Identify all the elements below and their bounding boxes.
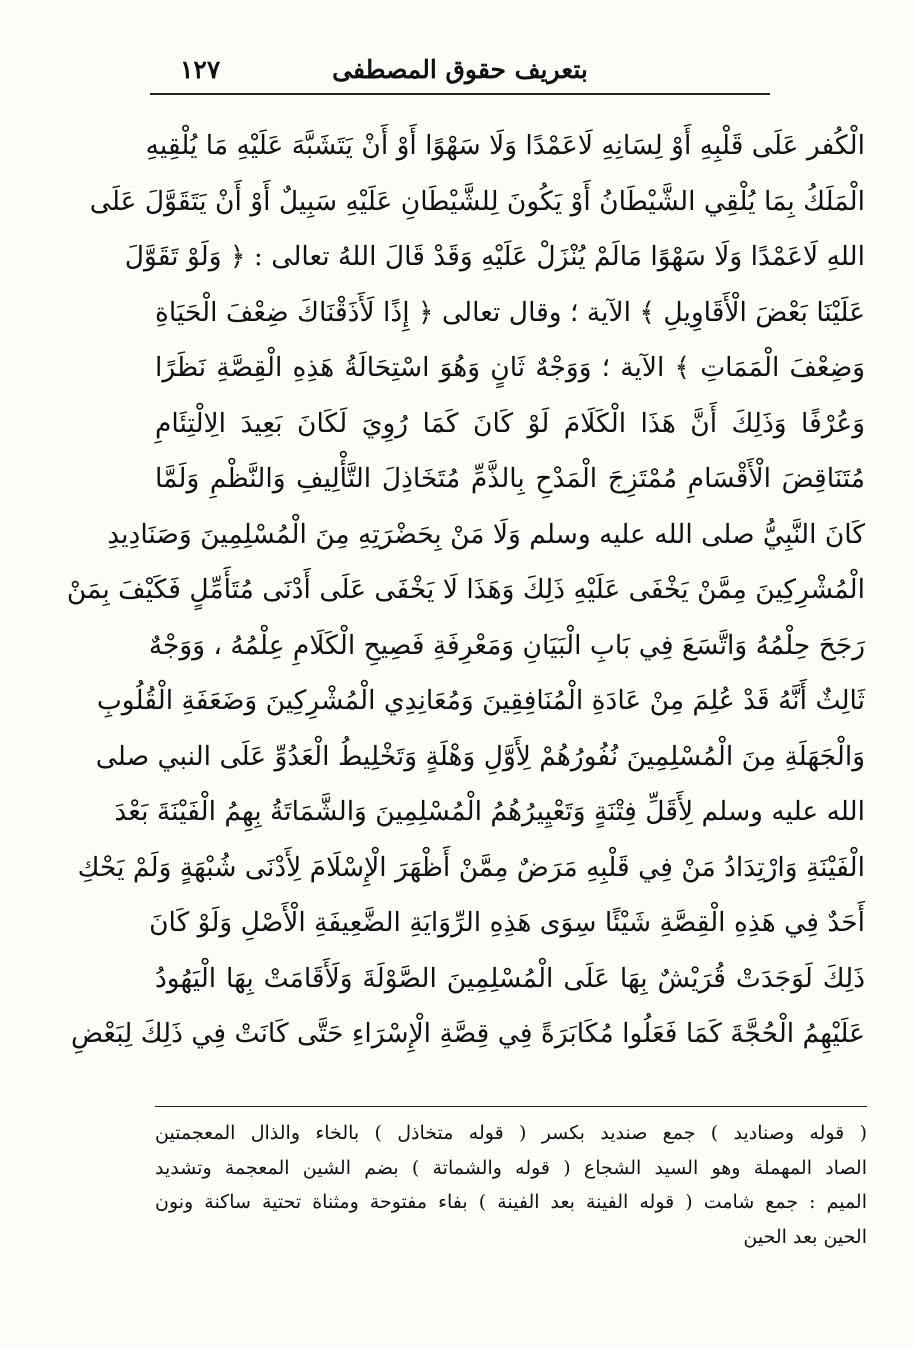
footnote-line: الصاد المهملة وهو السيد الشجاع ( قوله والشماتة ) بضم الشين المعجمة وتشديد bbox=[155, 1156, 867, 1179]
text-line: أَحَدٌ فِي هَذِهِ الْقِصَّةِ شَيْئًا سِوَى هَذِهِ الرِّوَايَةِ الضَّعِيفَةِ الْأَصْلِ وَلَوْ كَانَ bbox=[149, 907, 865, 938]
page-header bbox=[150, 55, 770, 93]
text-line: وَضِعْفَ الْمَمَاتِ ﴾ الآية ؛ وَوَجْهٌ ثَانٍ وَهُوَ اسْتِحَالَةُ هَذِهِ الْقِصَّةِ نَظَرًا bbox=[155, 352, 865, 383]
page-number: ١٢٧ bbox=[180, 55, 221, 84]
text-line: عَلَيْنَا بَعْضَ الْأَقَاوِيلِ ﴾ الآية ؛ وقال تعالى ﴿ إِذًا لَأَذَقْنَاكَ ضِعْفَ الْحَيَاةِ bbox=[155, 296, 865, 328]
main-text bbox=[66, 118, 865, 1062]
text-line: كَانَ النَّبِيُّ صلى الله عليه وسلم وَلَا مَنْ بِحَضْرَتِهِ مِنَ الْمُسْلِمِينَ وَصَنَادِيدِ bbox=[107, 518, 865, 550]
text-line: الله عليه وسلم لِأَقَلِّ فِتْنَةٍ وَتَعْيِيرُهُمُ الْمُسْلِمِينَ وَالشَّمَاتَةُ بِهِمُ الْفَيْنَةَ بَعْدَ bbox=[114, 796, 865, 827]
footnote-line: ( قوله وصناديد ) جمع صنديد بكسر ( قوله متخاذل ) بالخاء والذال المعجمتين bbox=[155, 1122, 867, 1144]
text-line: وَالْجَهَلَةِ مِنَ الْمُسْلِمِينَ نُفُورُهُمْ لِأَوَّلِ وَهْلَةٍ وَتَخْلِيطُ الْعَدُوِّ عَلَى النبي صلى bbox=[95, 740, 865, 772]
text-line: الْفَيْنَةِ وَارْتِدَادُ مَنْ فِي قَلْبِهِ مَرَضٌ مِمَّنْ أَظْهَرَ الْإِسْلَامَ لِأَدْنَى شُبْهَةٍ وَلَمْ يَحْكِ bbox=[77, 851, 865, 883]
footnotes bbox=[155, 1116, 867, 1254]
text-line: اللهِ لَاعَمْدًا وَلَا سَهْوًا مَالَمْ يُنْزَلْ عَلَيْهِ وَقَدْ قَالَ اللهُ تعالى : ﴿ وَلَوْ تَقَوَّلَ bbox=[124, 241, 865, 272]
text-line: الْمَلَكُ بِمَا يُلْقِي الشَّيْطَانُ أَوْ يَكُونَ لِلشَّيْطَانِ عَلَيْهِ سَبِيلٌ أَوْ أَنْ يَتَقَوَّلَ عَلَى bbox=[89, 185, 865, 217]
text-line: وَعُرْفًا وَذَلِكَ أَنَّ هَذَا الْكَلَامَ لَوْ كَانَ كَمَا رُوِيَ لَكَانَ بَعِيدَ الِالْتِئَامِ bbox=[155, 407, 865, 439]
text-line: ثَالِثٌ أَنَّهُ قَدْ عُلِمَ مِنْ عَادَةِ الْمُنَافِقِينَ وَمُعَانِدِي الْمُشْرِكِينَ وَضَعَفَةِ الْقُلُوبِ bbox=[96, 685, 865, 716]
text-line: رَجَحَ حِلْمُهُ وَاتَّسَعَ فِي بَابِ الْبَيَانِ وَمَعْرِفَةِ فَصِيحِ الْكَلَامِ عِلْمُهُ ، وَوَجْهٌ bbox=[148, 629, 865, 661]
header-divider bbox=[150, 93, 770, 95]
running-title: بتعريف حقوق المصطفى bbox=[332, 55, 588, 84]
footnote-line: الحين بعد الحين bbox=[743, 1225, 867, 1248]
text-line: الْكُفر عَلَى قَلْبِهِ أَوْ لِسَانِهِ لَاعَمْدًا وَلَا سَهْوًا أَوْ أَنْ يَتَشَبَّهَ عَلَيْهِ مَا يُلْقِيهِ bbox=[145, 130, 865, 161]
footnote-line: الميم : جمع شامت ( قوله الفينة بعد الفينة ) بفاء مفتوحة ومثناة تحتية ساكنة ونون bbox=[155, 1191, 867, 1214]
text-line: مُتَنَاقِضَ الْأَقْسَامِ مُمْتَزِجَ الْمَدْحِ بِالذَّمِّ مُتَخَاذِلَ التَّأْلِيفِ وَالنَّظْمِ وَلَمَّا bbox=[155, 463, 865, 494]
text-line: الْمُشْرِكِينَ مِمَّنْ يَخْفَى عَلَيْهِ ذَلِكَ وَهَذَا لَا يَخْفَى عَلَى أَدْنَى مُتَأَمِّلٍ فَكَيْفَ بِمَنْ bbox=[66, 574, 865, 605]
footnote-divider bbox=[155, 1106, 867, 1107]
text-line: ذَلِكَ لَوَجَدَتْ قُرَيْشٌ بِهَا عَلَى الْمُسْلِمِينَ الصَّوْلَةَ وَلَأَقَامَتْ بِهَا الْيَهُودُ bbox=[155, 962, 865, 994]
text-line: عَلَيْهِمُ الْحُجَّةَ كَمَا فَعَلُوا مُكَابَرَةً فِي قِصَّةِ الْإِسْرَاءِ حَتَّى كَانَتْ فِي ذَلِكَ لِبَعْضِ bbox=[70, 1018, 865, 1049]
